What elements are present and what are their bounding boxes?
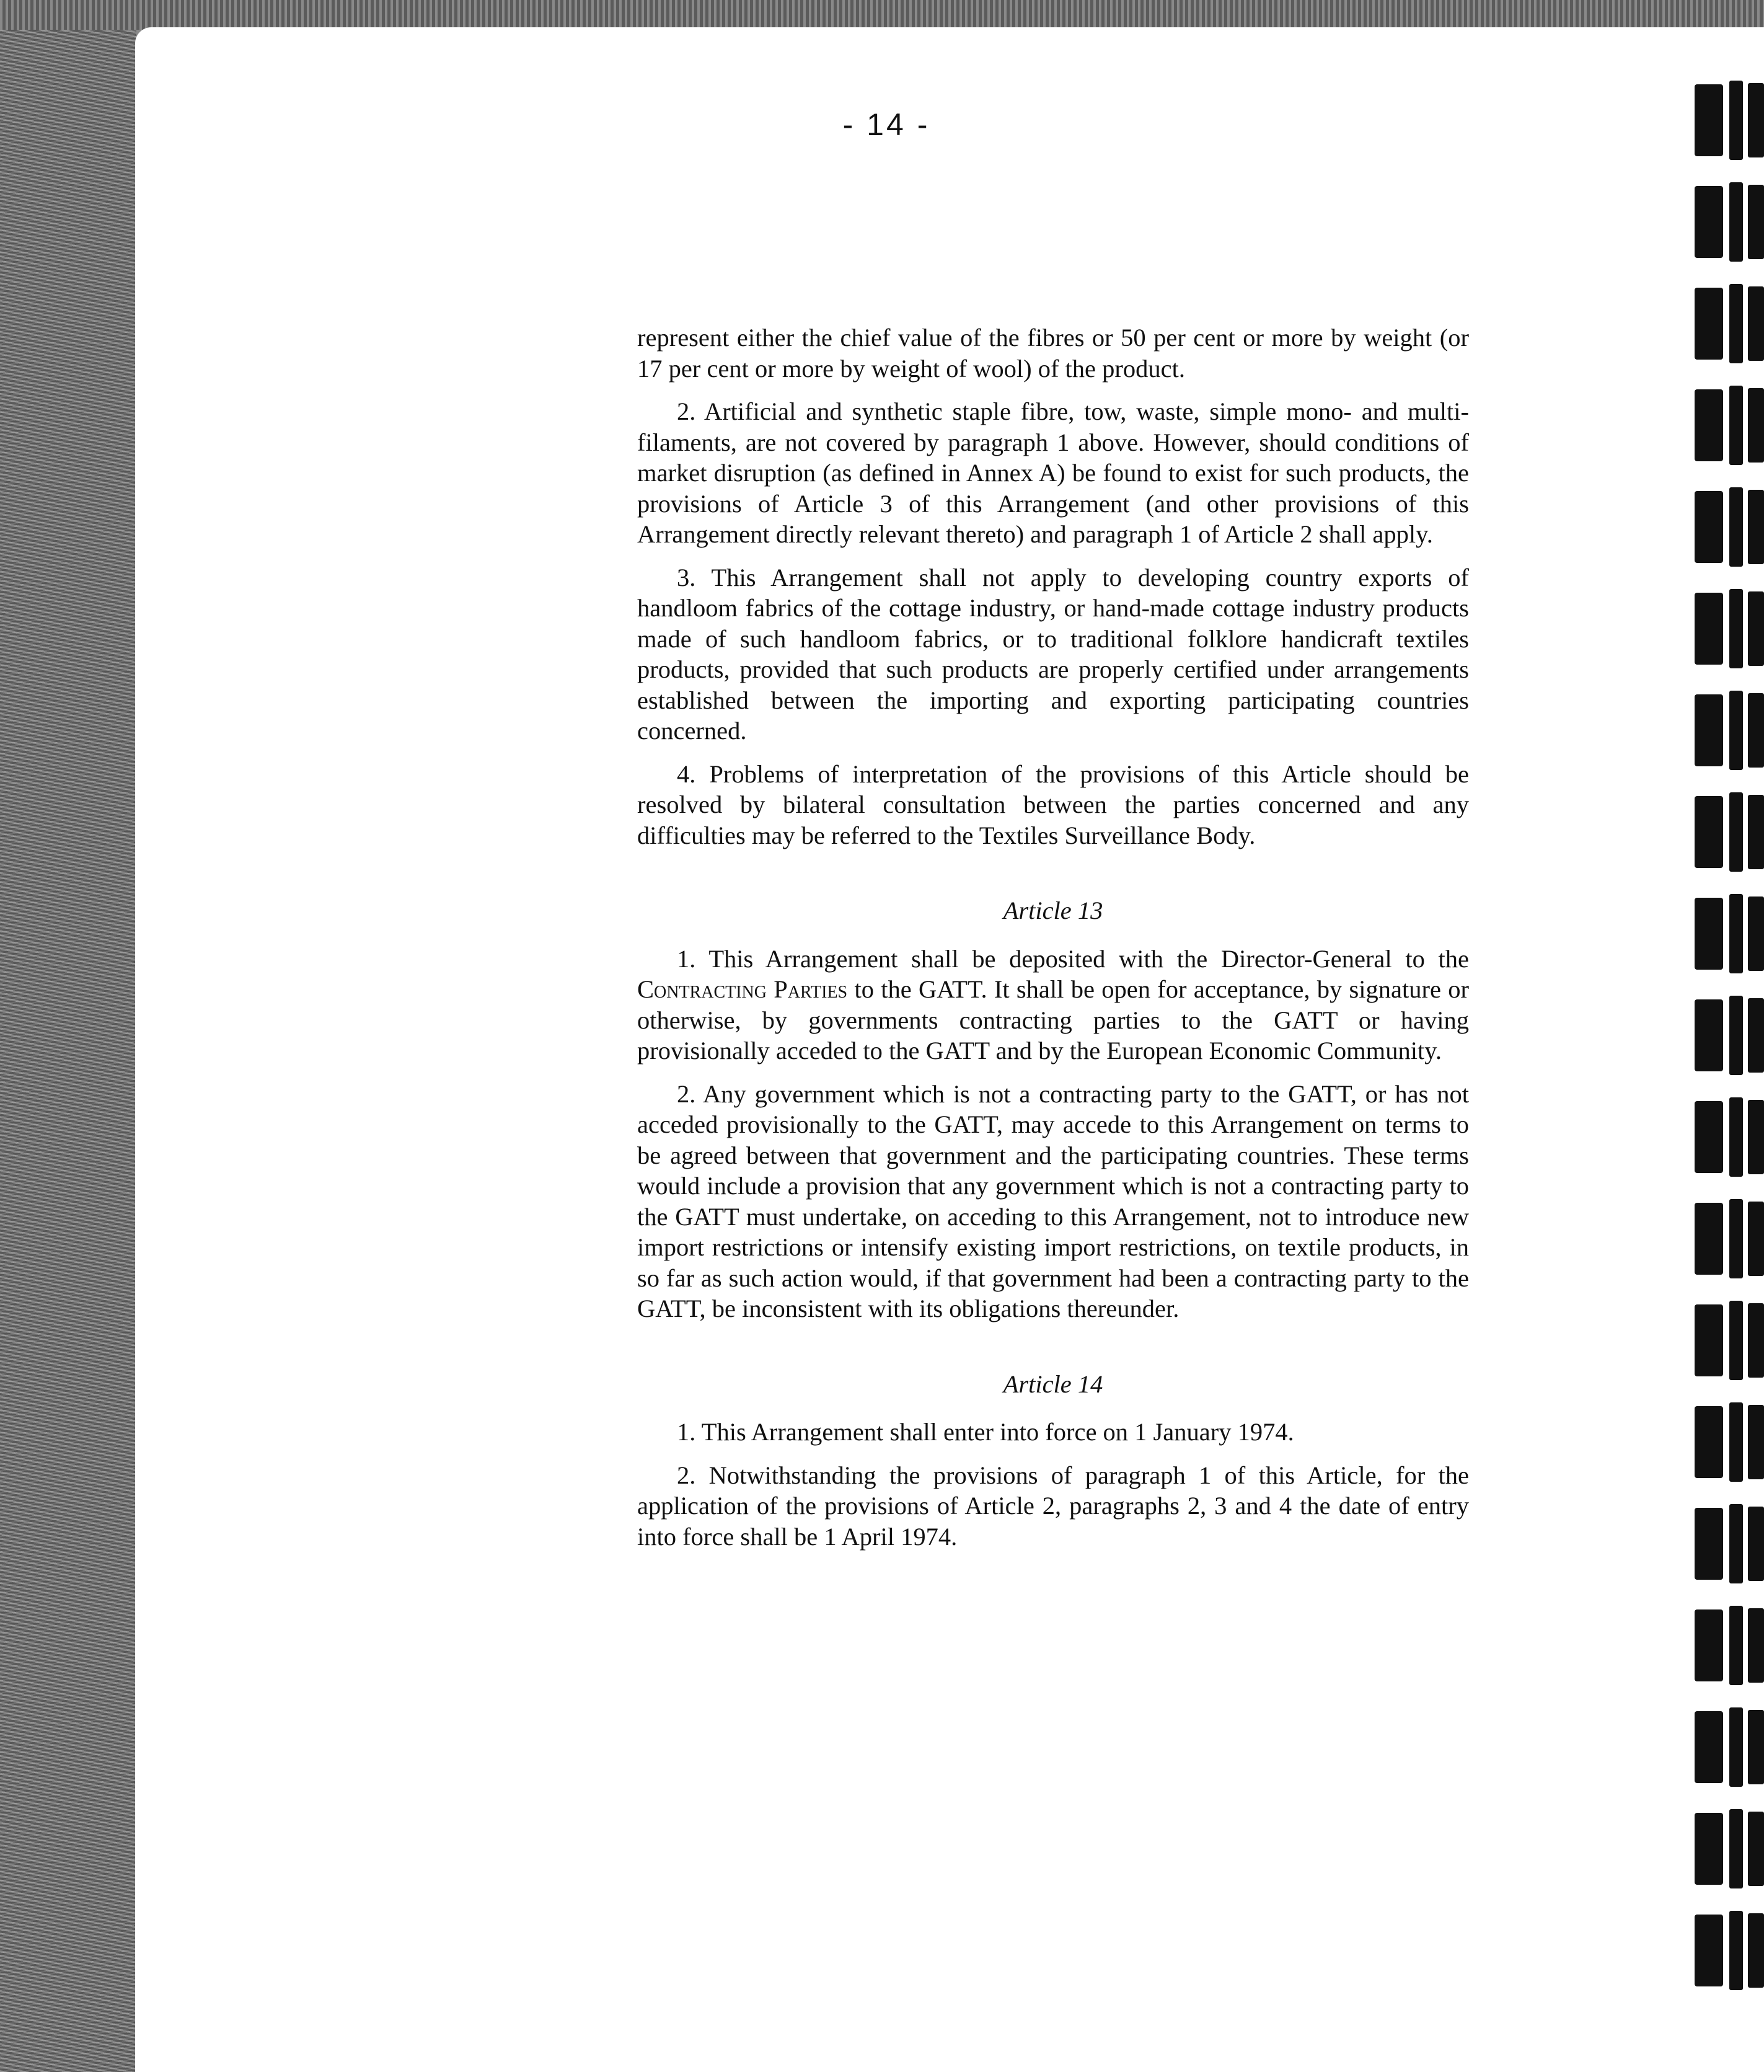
binding-ring [1695,691,1764,770]
binding-ring [1695,1402,1764,1482]
article-14-paragraph-2: 2. Notwithstanding the provisions of paragraph 1 of this Article, for the application of the provisions of Article 2, paragraphs 2, 3 and 4 the date of entry into force shall be 1 April 1974. [637,1461,1469,1551]
article-13-heading: Article 13 [1003,897,1103,924]
article-13-paragraph-1 [637,944,1469,1066]
binding-ring [1695,1911,1764,1990]
binding-ring [1695,996,1764,1075]
binding-edge [0,0,136,2072]
binding-ring [1695,182,1764,262]
binding-ring [1695,1097,1764,1177]
binding-ring [1695,386,1764,465]
article-13-p1-end: to the GATT. It shall be open for acceptance, by signature or otherwise, by governments contracting parties to the GATT or having provisionally acceded to the GATT and by the European Economic Community. [637,975,1470,1065]
article-14-heading: Article 14 [1003,1370,1103,1398]
spiral-binding [1690,81,1764,2071]
article-14-paragraph-1: 1. This Arrangement shall enter into force on 1 January 1974. [677,1418,1294,1446]
contracting-parties-smallcaps: Contracting Parties [637,975,848,1003]
paragraph-4: 4. Problems of interpretation of the provisions of this Article should be resolved by bilateral consultation between the parties concerned and any difficulties may be referred to the Textiles Surveillance Body. [637,759,1469,849]
binding-ring [1695,1606,1764,1685]
article-13-paragraph-2: 2. Any government which is not a contracting party to the GATT, or has not acceded provisionally to the GATT, may accede to this Arrangement on terms to be agreed between that government and the participating countries. These terms would include a provision that any government which is not a contracting party to the GATT must undertake, on acceding to this Arrangement, not to introduce new import restrictions or intensify existing import restrictions, on textile products, in so far as such action would, if that government had been a contracting party to the GATT, be inconsistent with its obligations thereunder. [637,1079,1469,1322]
binding-ring [1695,894,1764,973]
page-number: - 14 - [842,107,930,142]
binding-ring [1695,1504,1764,1583]
binding-ring [1695,792,1764,872]
binding-ring [1695,284,1764,363]
continuation-paragraph: represent either the chief value of the fibres or 50 per cent or more by weight (or 17 per cent or more by weight of wool) of the product. [637,324,1469,383]
binding-ring [1695,589,1764,668]
binding-ring [1695,81,1764,160]
binding-ring [1695,1809,1764,1888]
paragraph-2: 2. Artificial and synthetic staple fibre, tow, waste, simple mono- and multi-filaments, are not covered by paragraph 1 above. However, should conditions of market disruption (as defined in Annex A) be found to exist for such products, the provisions of Article 3 of this Arrangement (and other provisions of this Arrangement directly relevant thereto) and paragraph 1 of Article 2 shall apply. [637,397,1469,548]
article-13-p1-start: 1. This Arrangement shall be deposited with the Director-General to the [677,944,1469,973]
binding-ring [1695,1199,1764,1278]
document-body [637,322,1469,1564]
scan-top-edge [0,0,1764,30]
binding-ring [1695,487,1764,567]
paragraph-3: 3. This Arrangement shall not apply to developing country exports of handloom fabrics of the cottage industry, or hand-made cottage industry products made of such handloom fabrics, or to traditional folklore handicraft textiles products, provided that such products are properly certified under arrangements established between the importing and exporting participating countries concerned. [637,563,1469,745]
binding-ring [1695,1707,1764,1787]
binding-ring [1695,1301,1764,1380]
